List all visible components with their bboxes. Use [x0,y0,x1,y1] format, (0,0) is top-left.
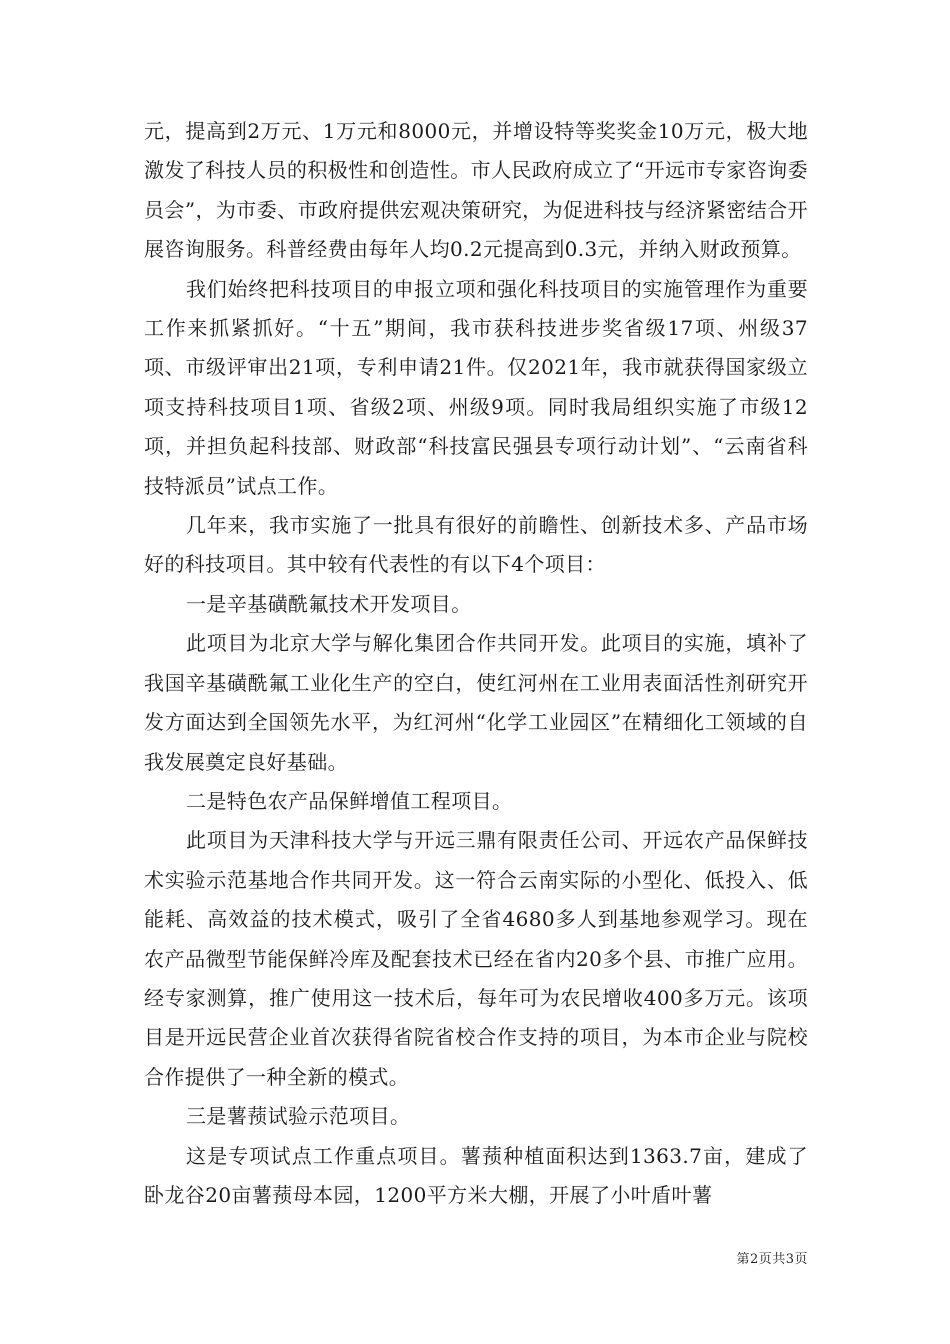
project-heading: 一是辛基磺酰氟技术开发项目。 [186,591,472,616]
paragraph: 我们始终把科技项目的申报立项和强化科技项目的实施管理作为重要工作来抓紧抓好。“十五”期间，我市获科技进步奖省级17项、州级37项、市级评审出21项，专利申请21件。仅2021年，我市就获得国家级立项支持科技项目1项、省级2项、州级9项。同时我局组织实施了市级12项，并担负起科技部、财政部“科技富民强县专项行动计划”、“云南省科技特派员”试点工作。 [144,276,808,498]
paragraph: 这是专项试点工作重点项目。薯蓣种植面积达到1363.7亩，建成了卧龙谷20亩薯蓣母本园，1200平方米大棚，开展了小叶盾叶薯 [144,1143,808,1207]
project-heading: 三是薯蓣试验示范项目。 [186,1104,411,1129]
paragraph: 几年来，我市实施了一批具有很好的前瞻性、创新技术多、产品市场好的科技项目。其中较有代表性的有以下4个项目： [144,513,808,577]
paragraph: 此项目为天津科技大学与开远三鼎有限责任公司、开远农产品保鲜技术实验示范基地合作共同开发。这一符合云南实际的小型化、低投入、低能耗、高效益的技术模式，吸引了全省4680多人到基地参观学习。现在农产品微型节能保鲜冷库及配套技术已经在省内20多个县、市推广应用。经专家测算，推广使用这一技术后，每年可为农民增收400多万元。该项目是开远民营企业首次获得省院省校合作支持的项目，为本市企业与院校合作提供了一种全新的模式。 [144,828,808,1089]
paragraph: 元，提高到2万元、1万元和8000元，并增设特等奖奖金10万元，极大地激发了科技人员的积极性和创造性。市人民政府成立了“开远市专家咨询委员会”，为市委、市政府提供宏观决策研究，为促进科技与经济紧密结合开展咨询服务。科普经费由每年人均0.2元提高到0.3元，并纳入财政预算。 [144,119,808,262]
page-number-footer: 第2页共3页 [736,1252,808,1267]
document-body [144,112,808,1215]
paragraph: 此项目为北京大学与解化集团合作共同开发。此项目的实施，填补了我国辛基磺酰氟工业化生产的空白，使红河州在工业用表面活性剂研究开发方面达到全国领先水平，为红河州“化学工业园区”在精细化工领域的自我发展奠定良好基础。 [144,631,808,774]
project-heading: 二是特色农产品保鲜增值工程项目。 [186,788,513,813]
